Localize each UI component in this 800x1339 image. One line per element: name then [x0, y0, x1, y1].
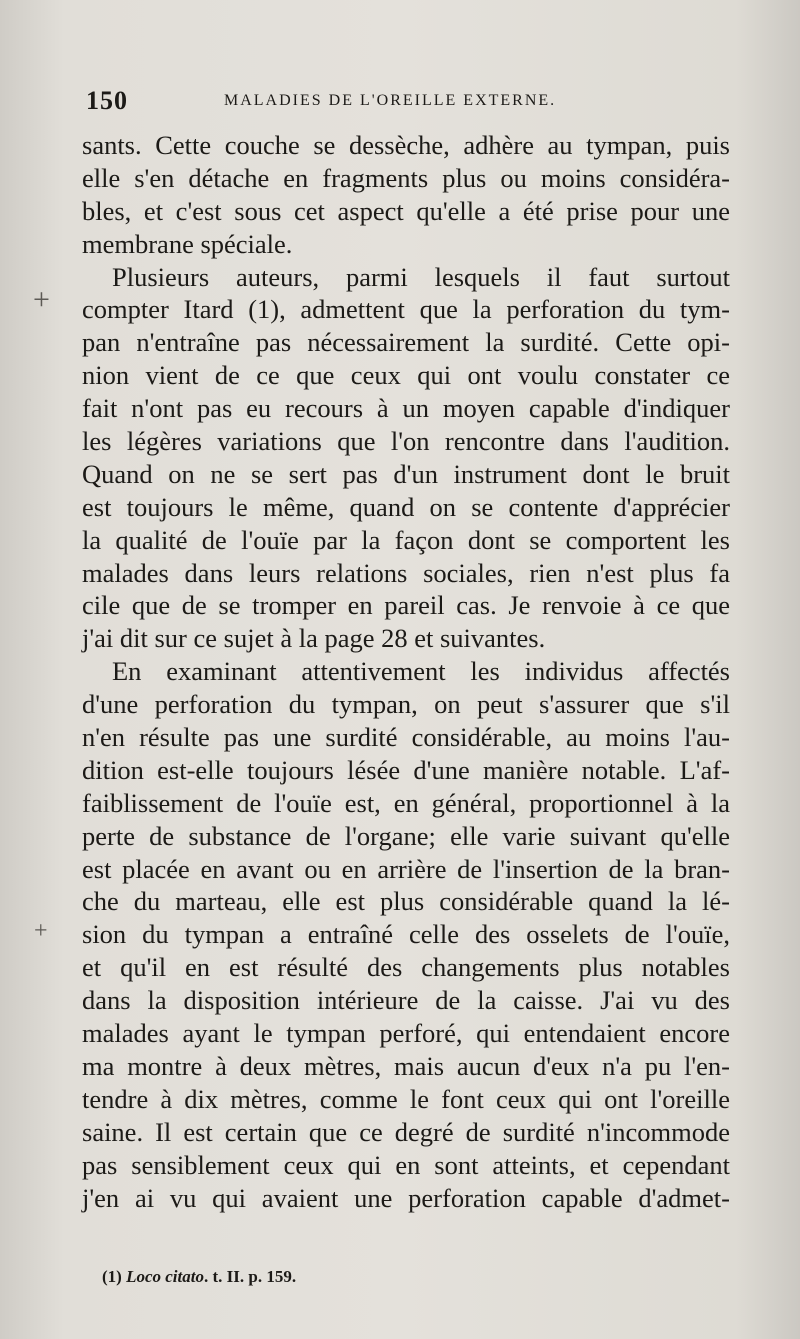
text-line: sion du tympan a entraîné celle des osselets de l'ouïe,: [82, 919, 730, 950]
text-line: d'une perforation du tympan, on peut s'assurer que s'il: [82, 689, 730, 720]
footnote-reference: . t. II. p. 159.: [203, 1267, 297, 1286]
text-line: Quand on ne se sert pas d'un instrument dont le bruit: [82, 458, 730, 489]
text-line: et qu'il en est résulté des changements plus notables: [82, 952, 730, 983]
margin-cross-mark: +: [33, 283, 50, 316]
text-line: tendre à dix mètres, comme le font ceux qui ont l'oreille: [82, 1083, 730, 1114]
text-line: cile que de se tromper en pareil cas. Je renvoie à ce que: [82, 590, 730, 621]
text-line: malades ayant le tympan perforé, qui entendaient encore: [82, 1018, 730, 1049]
text-line: sants. Cette couche se dessèche, adhère au tympan, puis: [82, 130, 730, 160]
text-line: est toujours le même, quand on se contente d'apprécier: [82, 491, 730, 522]
text-line: membrane spéciale.: [82, 228, 293, 259]
running-head: MALADIES DE L'OREILLE EXTERNE.: [224, 92, 557, 109]
body-text: [82, 129, 730, 1214]
text-line: j'en ai vu qui avaient une perforation capable d'admet-: [82, 1182, 730, 1213]
text-line: saine. Il est certain que ce degré de surdité n'incommode: [82, 1116, 730, 1147]
text-line: perte de substance de l'organe; elle varie suivant qu'elle: [82, 820, 730, 851]
text-line: n'en résulte pas une surdité considérable, au moins l'au-: [82, 722, 730, 753]
text-line: pas sensiblement ceux qui en sont atteints, et cependant: [82, 1149, 730, 1180]
text-line: malades dans leurs relations sociales, rien n'est plus fa: [82, 557, 730, 588]
page-number: 150: [86, 86, 128, 115]
text-line: compter Itard (1), admettent que la perforation du tym-: [82, 294, 730, 325]
text-line: ma montre à deux mètres, mais aucun d'eux n'a pu l'en-: [82, 1050, 730, 1081]
text-line: fait n'ont pas eu recours à un moyen capable d'indiquer: [82, 393, 730, 424]
footnote-marker: (1): [102, 1267, 122, 1286]
text-line: nion vient de ce que ceux qui ont voulu constater ce: [82, 360, 730, 391]
text-line: pan n'entraîne pas nécessairement la surdité. Cette opi-: [82, 327, 730, 358]
text-line: En examinant attentivement les individus affectés: [112, 656, 730, 687]
text-line: dans la disposition intérieure de la caisse. J'ai vu des: [82, 985, 730, 1016]
margin-cross-mark: +: [34, 918, 48, 944]
footnote: [102, 1267, 296, 1287]
text-line: la qualité de l'ouïe par la façon dont se comportent les: [82, 524, 730, 555]
footnote-title: Loco citato: [126, 1267, 204, 1286]
text-line: est placée en avant ou en arrière de l'insertion de la bran-: [82, 853, 730, 884]
text-line: Plusieurs auteurs, parmi lesquels il faut surtout: [112, 261, 730, 292]
text-line: j'ai dit sur ce sujet à la page 28 et suivantes.: [82, 623, 546, 654]
text-line: les légères variations que l'on rencontre dans l'audition.: [82, 426, 730, 457]
text-line: elle s'en détache en fragments plus ou moins considéra-: [82, 162, 730, 193]
page-header: [86, 86, 726, 122]
text-line: che du marteau, elle est plus considérable quand la lé-: [82, 886, 730, 917]
text-line: dition est-elle toujours lésée d'une manière notable. L'af-: [82, 754, 730, 785]
text-line: faiblissement de l'ouïe est, en général, proportionnel à la: [82, 787, 730, 818]
text-line: bles, et c'est sous cet aspect qu'elle a été prise pour une: [82, 195, 730, 226]
